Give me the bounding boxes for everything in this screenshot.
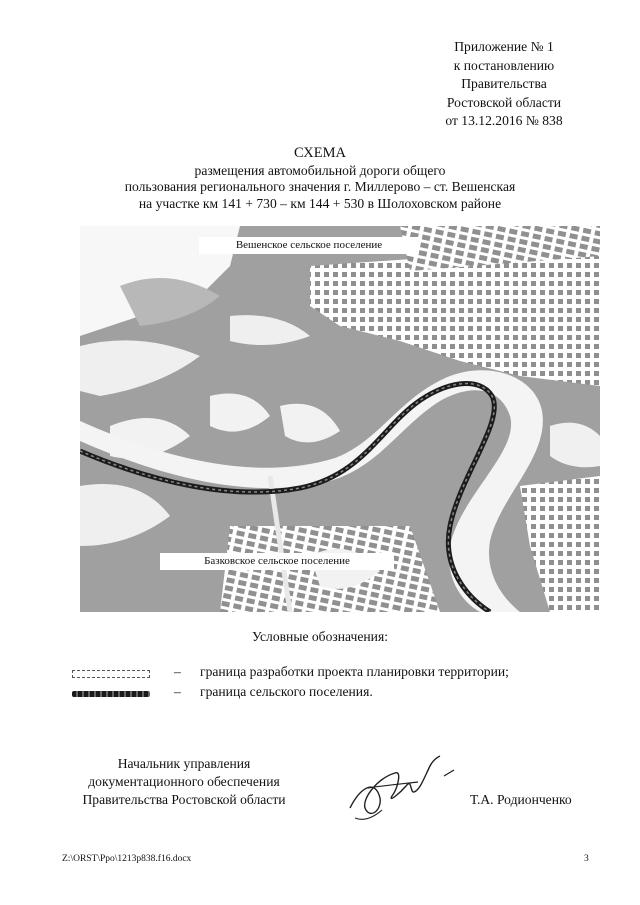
title-line: на участке км 141 + 730 – км 144 + 530 в Шолоховском районе (138, 195, 502, 211)
handwritten-signature (340, 748, 460, 828)
title-heading: СХЕМА (294, 145, 346, 161)
settlement-boundary-symbol (72, 691, 150, 697)
map-label-south: Базковское сельское поселение (160, 553, 394, 570)
legend-item (72, 666, 592, 682)
legend-title: Условные обозначения: (252, 629, 388, 644)
signer-line: Правительства Ростовской области (82, 792, 286, 808)
appendix-line: Ростовской области (446, 94, 562, 110)
appendix-line: к постановлению (453, 57, 555, 73)
appendix-header (420, 38, 588, 131)
appendix-line: от 13.12.2016 № 838 (445, 113, 563, 129)
map-label-north: Вешенское сельское поселение (199, 237, 419, 254)
legend-text: граница разработки проекта планировки территории; (200, 664, 509, 679)
title-line: пользования регионального значения г. Миллерово – ст. Вешенская (124, 179, 516, 194)
planning-boundary-symbol (72, 670, 150, 678)
page-number: 3 (584, 854, 589, 864)
legend-dash: – (174, 664, 181, 679)
signer-position (60, 755, 308, 810)
title-line: размещения автомобильной дороги общего (194, 162, 446, 178)
appendix-line: Приложение № 1 (454, 39, 554, 54)
legend-text: граница сельского поселения. (200, 684, 373, 699)
signer-name: Т.А. Родионченко (470, 792, 572, 807)
legend-dash: – (174, 684, 181, 699)
signer-line: документационного обеспечения (88, 774, 280, 790)
appendix-line: Правительства (461, 76, 547, 92)
legend-item (72, 686, 592, 702)
file-path: Z:\ORST\Ppo\1213p838.f16.docx (62, 854, 192, 864)
document-title (0, 145, 640, 212)
signer-line: Начальник управления (117, 756, 251, 771)
